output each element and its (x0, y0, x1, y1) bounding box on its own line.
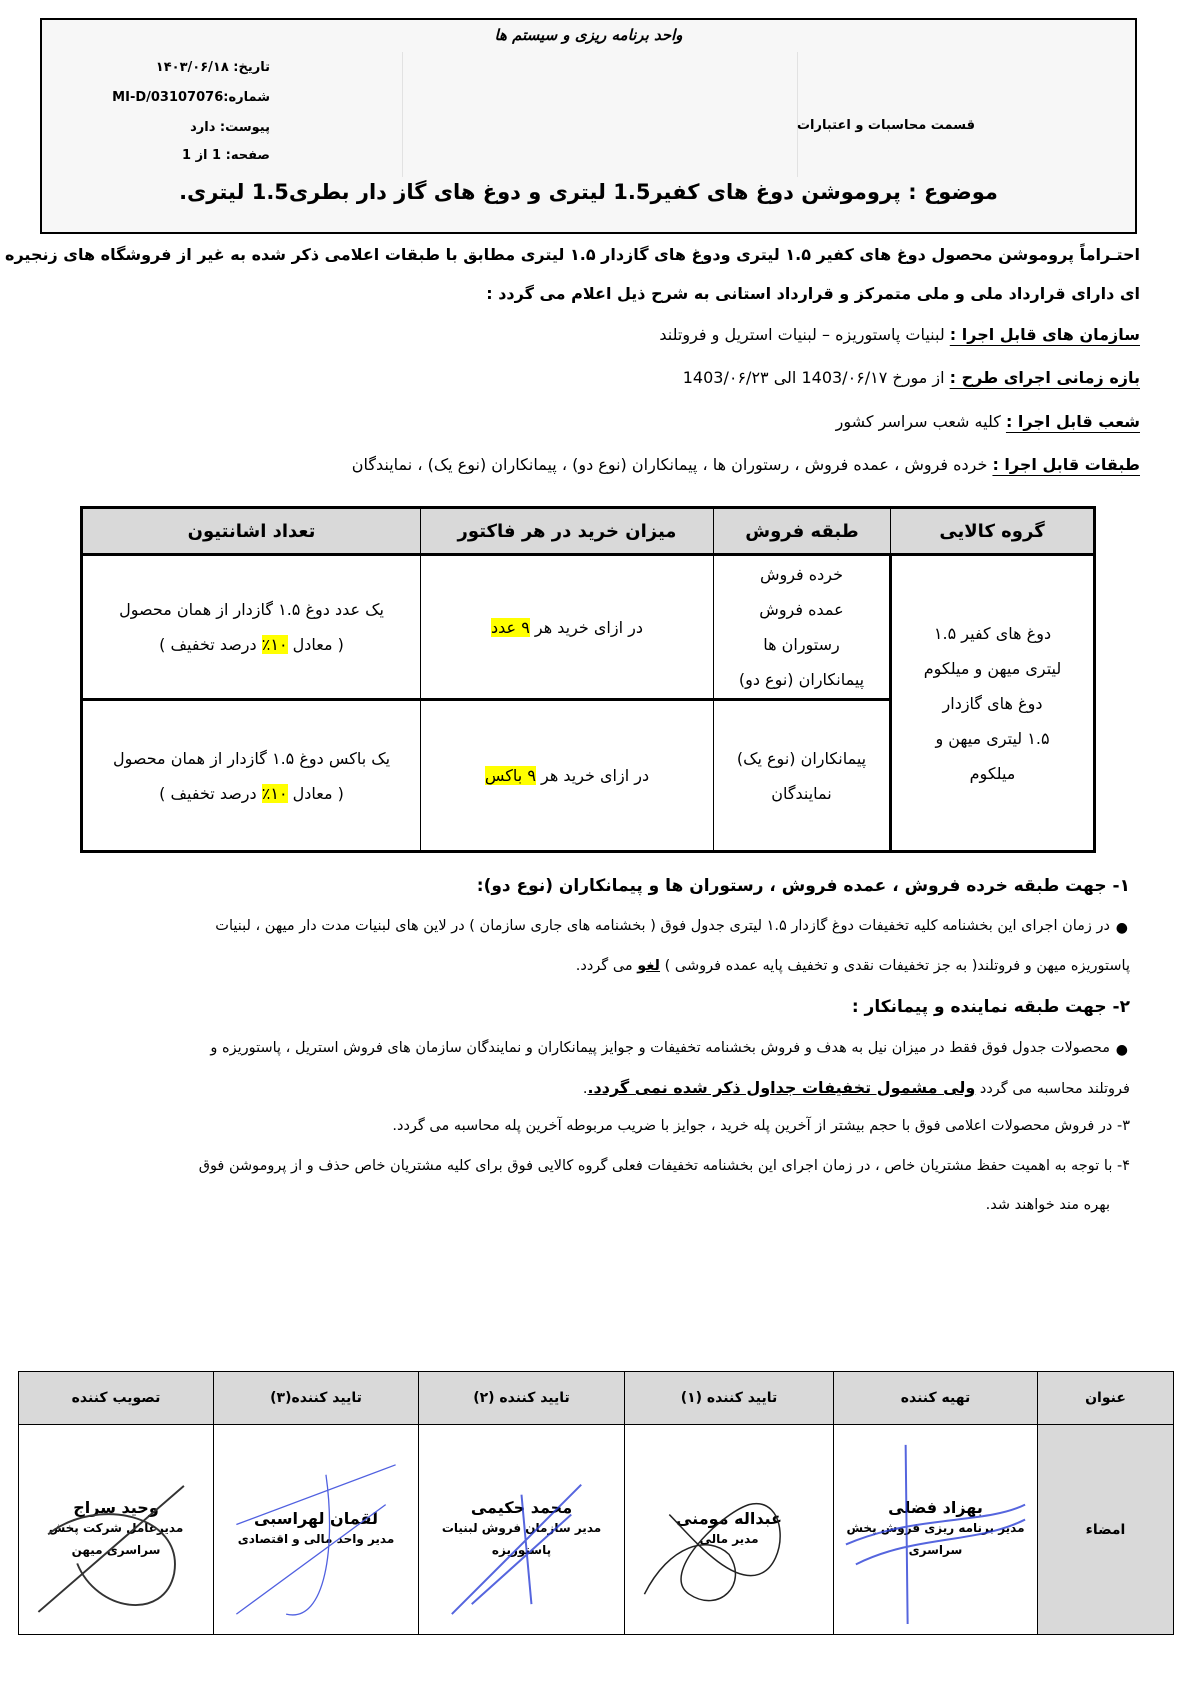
purchase-quantity: ۹ عدد (491, 617, 530, 637)
purchase-cell (421, 555, 714, 700)
gift-text: درصد تخفیف ) (159, 783, 262, 803)
signer-position: مدیرعامل شرکت پخش سراسری میهن (48, 1521, 184, 1557)
divider (402, 52, 403, 177)
field-value: کلیه شعب سراسر کشور (835, 412, 1006, 431)
signature-header-row (19, 1372, 1174, 1425)
signer-position: مدیر واحد مالی و اقتصادی (237, 1532, 395, 1546)
section-1-text: در زمان اجرای این بخشنامه کلیه تخفیفات دوغ گازدار ۱.۵ لیتری جدول فوق ( بخشنامه های جاری سازمان ) در لاین های لبنیات مدت دار میهن ، لبنیات (215, 918, 1110, 934)
field-value: از مورخ 1403/۰۶/۱۷ الی 1403/۰۶/۲۳ (682, 368, 950, 387)
tier-cell (714, 555, 891, 700)
field-period (683, 368, 1140, 387)
signer-name: لقمان لهراسبی (254, 1509, 378, 1528)
intro-line-1: احتـراماً پروموشن محصول دوغ های کفیر ۱.۵ لیتری ودوغ های گازدار ۱.۵ لیتری مطابق با طبقات اعلامی ذکر شده به غیر از فروشگاه های زنجیره (5, 245, 1140, 264)
discount-percent: ۱۰٪ (261, 635, 288, 654)
gift-text: یک عدد دوغ ۱.۵ گازدار از همان محصول (119, 600, 384, 619)
divider (797, 52, 798, 177)
group-line: دوغ های گازدار (942, 693, 1043, 713)
field-label: شعب قابل اجرا : (1005, 412, 1140, 431)
signer-name: عبداله مومنی (675, 1509, 783, 1528)
title-header: عنوان (1038, 1372, 1174, 1425)
signature-row (19, 1425, 1174, 1635)
signature-cell (419, 1425, 625, 1635)
text-part: پاستوریزه میهن و فروتلند( به جز تخفیفات نقدی و تخفیف پایه عمده فروشی ) (660, 958, 1130, 974)
tier: پیمانکاران (نوع یک) (736, 748, 867, 768)
purchase-text: در ازای خرید هر (535, 766, 650, 785)
col-header-gift: تعداد اشانتیون (82, 508, 421, 555)
group-line: ۱.۵ لیتری میهن و (935, 728, 1050, 748)
product-group-cell (891, 555, 1095, 852)
signature-icon (19, 1425, 213, 1634)
col-header-tier: طبقه فروش (714, 508, 891, 555)
field-tiers (352, 455, 1140, 474)
section-1-title: ۱- جهت طبقه خرده فروش ، عمده فروش ، رستوران ها و پیمانکاران (نوع دو): (476, 876, 1130, 896)
gift-text: یک باکس دوغ ۱.۵ گازدار از همان محصول (112, 748, 391, 768)
table-header-row (82, 508, 1095, 555)
signature-cell (214, 1425, 419, 1635)
signature-icon (625, 1425, 833, 1634)
purchase-cell (421, 700, 714, 852)
col-header-purchase: میزان خرید در هر فاکتور (421, 508, 714, 555)
signature-label: امضاء (1038, 1425, 1174, 1635)
signature-icon (834, 1425, 1037, 1634)
signer-name: وحید سراج (73, 1498, 159, 1517)
letter-number: شماره:MI-D/03107076 (112, 90, 270, 105)
gift-text: ( معادل (287, 635, 344, 654)
role-header: تایید کننده (۱) (625, 1372, 834, 1425)
tier: عمده فروش (759, 600, 844, 619)
signature-cell (625, 1425, 834, 1635)
signer-name: محمد حکیمی (470, 1498, 573, 1517)
signature-cell (834, 1425, 1038, 1635)
group-line: لیتری میهن و میلکوم (923, 658, 1062, 678)
section-4-text: بهره مند خواهند شد. (985, 1197, 1110, 1213)
group-line: میلکوم (969, 763, 1016, 783)
tier: نمایندگان (771, 783, 832, 803)
field-label: سازمان های قابل اجرا : (949, 325, 1140, 344)
section-2-title: ۲- جهت طبقه نماینده و پیمانکار : (851, 997, 1130, 1017)
tier-cell (714, 700, 891, 852)
group-line: دوغ های کفیر ۱.۵ (933, 623, 1052, 643)
section-4-text: ۴- با توجه به اهمیت حفظ مشتریان خاص ، در زمان اجرای این بخشنامه تخفیفات فعلی گروه کالایی فوق برای کلیه مشتریان خاص حذف و از پروموشن فوق (198, 1158, 1130, 1174)
letter-subject: موضوع : پروموشن دوغ های کفیر1.5 لیتری و دوغ های گاز دار بطری1.5 لیتری. (179, 180, 998, 204)
intro-line-2: ای دارای قرارداد ملی و ملی متمرکز و قرارداد استانی به شرح ذیل اعلام می گردد : (486, 284, 1140, 303)
purchase-quantity: ۹ باکس (484, 766, 536, 785)
letter-header (40, 18, 1137, 234)
discount-percent: ۱۰٪ (261, 783, 288, 803)
letter-page: صفحه: 1 از 1 (182, 148, 270, 163)
role-header: تایید کننده(۳) (214, 1372, 419, 1425)
col-header-group: گروه کالایی (891, 508, 1095, 555)
tier: رستوران ها (763, 635, 840, 654)
emphasis: ولی مشمول تخفیفات جداول ذکر شده نمی گردد. (587, 1078, 976, 1097)
bullet-icon: ● (1115, 920, 1128, 936)
unit-title: واحد برنامه ریزی و سیستم ها (494, 26, 683, 44)
signer-position: مدیر برنامه ریزی فروش پخش سراسری (846, 1521, 1025, 1557)
bullet-icon: ● (1115, 1042, 1128, 1058)
table-row (82, 555, 1095, 700)
section-2-text: محصولات جدول فوق فقط در میزان نیل به هدف و فروش بخشنامه تخفیفات و جوایز پیمانکاران و نمایندگان سازمان های فروش استریل ، پاستوریزه و (210, 1040, 1110, 1056)
field-branches (836, 412, 1140, 431)
signer-position: مدیر سازمان فروش لبنیات پاستوریزه (441, 1521, 602, 1557)
section-2-text (583, 1078, 1130, 1097)
emphasis: لغو (637, 958, 661, 974)
gift-cell (82, 555, 421, 700)
text-part: فروتلند محاسبه می گردد (975, 1081, 1130, 1097)
field-organizations (659, 325, 1140, 344)
field-value: لبنیات پاستوریزه – لبنیات استریل و فروتلند (659, 325, 950, 344)
signature-icon (419, 1425, 624, 1634)
tier: خرده فروش (759, 565, 844, 584)
text-part: . (582, 1081, 588, 1097)
promotion-table (80, 506, 1096, 853)
letter-attachment: پیوست: دارد (190, 120, 270, 135)
role-header: تصویب کننده (19, 1372, 214, 1425)
gift-text: ( معادل (287, 783, 344, 803)
section-3-text: ۳- در فروش محصولات اعلامی فوق با حجم بیشتر از آخرین پله خرید ، جوایز با ضریب مربوطه آخرین پله محاسبه می گردد. (392, 1118, 1130, 1134)
letter-date: تاریخ: ۱۴۰۳/۰۶/۱۸ (155, 60, 270, 75)
field-label: بازه زمانی اجرای طرح : (949, 368, 1140, 387)
signer-name: بهزاد فضلی (888, 1498, 983, 1517)
signature-icon (214, 1425, 418, 1634)
department: قسمت محاسبات و اعتبارات (796, 118, 975, 133)
signature-table (18, 1371, 1174, 1635)
section-1-text (576, 958, 1130, 974)
tier: پیمانکاران (نوع دو) (738, 670, 865, 689)
text-part: می گردد. (575, 958, 638, 974)
gift-text: درصد تخفیف ) (159, 635, 262, 654)
field-label: طبقات قابل اجرا : (992, 455, 1140, 474)
gift-cell (82, 700, 421, 852)
field-value: خرده فروش ، عمده فروش ، رستوران ها ، پیمانکاران (نوع دو) ، پیمانکاران (نوع یک) ، نمایندگان (351, 455, 993, 474)
signature-cell (19, 1425, 214, 1635)
role-header: تایید کننده (۲) (419, 1372, 625, 1425)
role-header: تهیه کننده (834, 1372, 1038, 1425)
signer-position: مدیر مالی (699, 1532, 759, 1546)
purchase-text: در ازای خرید هر (529, 617, 643, 637)
